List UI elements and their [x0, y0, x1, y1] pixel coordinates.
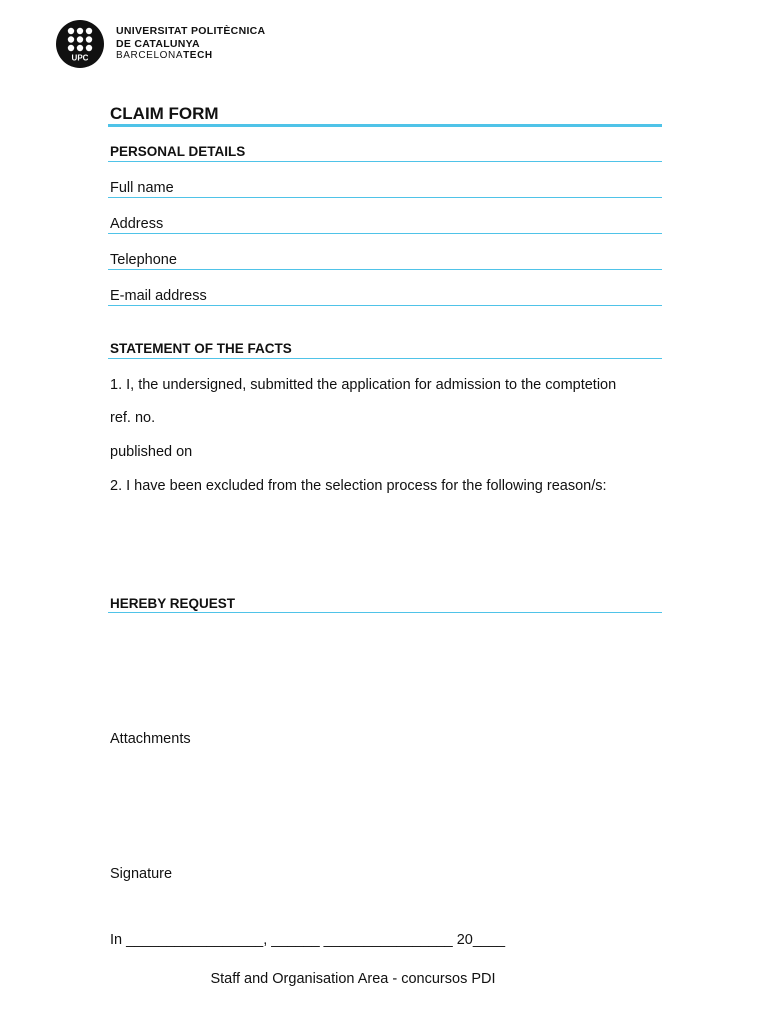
request-rule [108, 612, 662, 613]
tech-text: TECH [183, 50, 213, 61]
barcelona-text: BARCELONA [116, 50, 184, 61]
statement-line-2: 2. I have been excluded from the selection process for the following reason/s: [110, 478, 607, 494]
email-label: E-mail address [110, 288, 207, 304]
signature-label: Signature [110, 866, 173, 882]
attachments-label: Attachments [110, 731, 191, 747]
university-line-3 [116, 50, 265, 63]
logo-text: UPC [71, 53, 89, 63]
personal-details-heading: PERSONAL DETAILS [110, 144, 246, 159]
place-date-line: In _________________, ______ ________________ 20____ [110, 932, 506, 948]
university-line-2: DE CATALUNYA [116, 37, 200, 50]
email-field[interactable] [108, 305, 662, 306]
ref-no-label: ref. no. [110, 410, 156, 426]
university-name [116, 25, 265, 63]
telephone-label: Telephone [110, 252, 177, 268]
statement-rule [108, 358, 662, 359]
university-line-1: UNIVERSITAT POLITÈCNICA [116, 25, 266, 37]
form-title: CLAIM FORM [110, 104, 219, 123]
address-label: Address [110, 216, 164, 232]
full-name-label: Full name [110, 180, 174, 196]
address-field[interactable] [108, 233, 662, 234]
telephone-field[interactable] [108, 269, 662, 270]
statement-line-1: 1. I, the undersigned, submitted the application for admission to the comptetion [110, 377, 617, 393]
title-rule [108, 124, 662, 127]
published-on-label: published on [110, 444, 193, 460]
personal-details-rule [108, 161, 662, 162]
statement-heading: STATEMENT OF THE FACTS [110, 341, 292, 356]
request-heading: HEREBY REQUEST [110, 596, 236, 611]
footer-text: Staff and Organisation Area - concursos PDI [210, 971, 496, 987]
full-name-field[interactable] [108, 197, 662, 198]
upc-logo [56, 20, 104, 68]
